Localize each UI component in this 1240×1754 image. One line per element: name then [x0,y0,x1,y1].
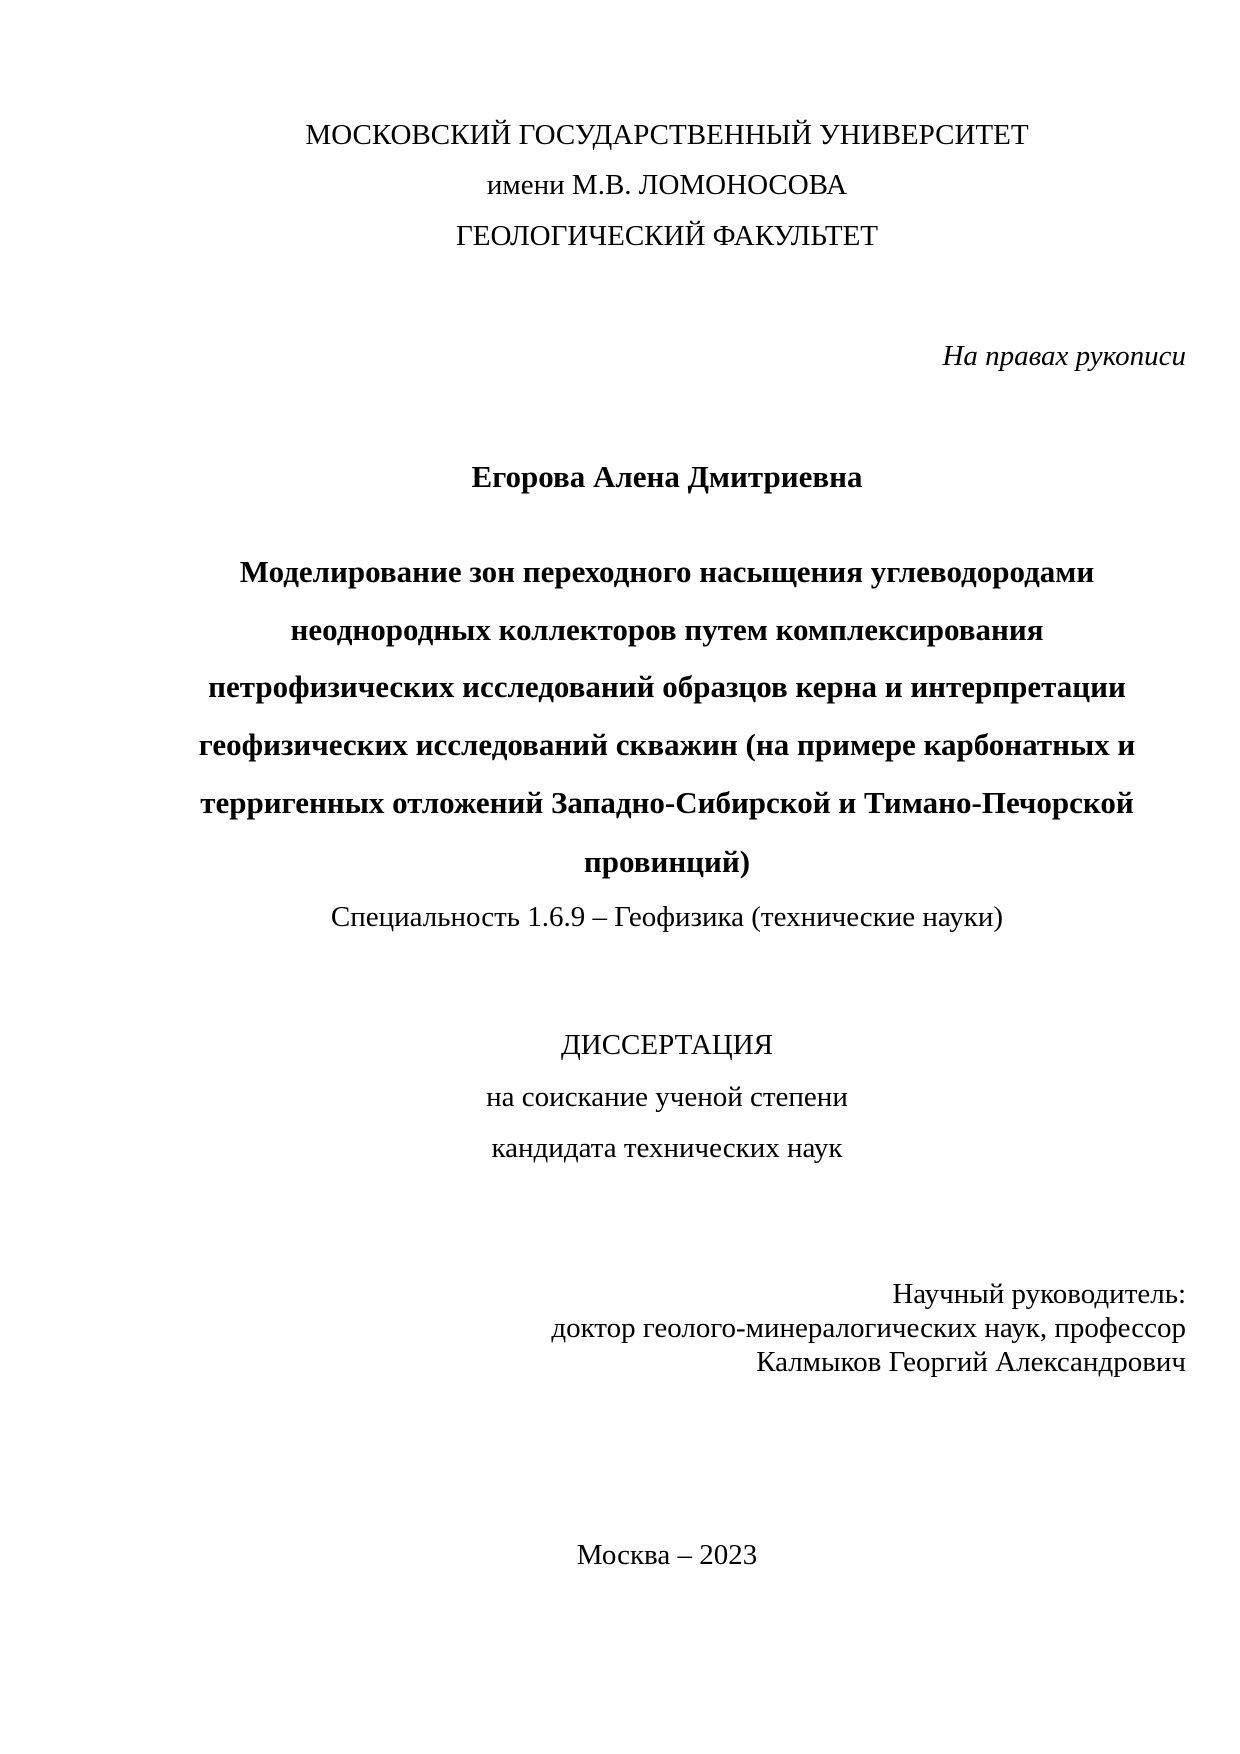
title-line: геофизических исследований скважин (на примере карбонатных и [198,727,1136,762]
supervisor-degree: доктор геолого-минералогических наук, профессор [551,1312,1186,1344]
university-named-after: имени М.В. ЛОМОНОСОВА [486,169,848,201]
manuscript-note: На правах рукописи [942,340,1186,372]
title-line: неоднородных коллекторов путем комплексирования [290,612,1044,647]
supervisor-label: Научный руководитель: [892,1278,1186,1310]
degree-line-1: на соискание ученой степени [486,1081,848,1113]
title-line: Моделирование зон переходного насыщения углеводородами [239,554,1095,589]
supervisor-name: Калмыков Георгий Александрович [756,1346,1186,1378]
university-name: МОСКОВСКИЙ ГОСУДАРСТВЕННЫЙ УНИВЕРСИТЕТ [305,119,1029,151]
city-year: Москва – 2023 [576,1539,758,1571]
specialty: Специальность 1.6.9 – Геофизика (технические науки) [330,901,1004,933]
faculty-name: ГЕОЛОГИЧЕСКИЙ ФАКУЛЬТЕТ [455,220,878,252]
dissertation-type: ДИССЕРТАЦИЯ [560,1029,774,1061]
degree-line-2: кандидата технических наук [491,1132,843,1164]
title-line: петрофизических исследований образцов керна и интерпретации [208,669,1126,704]
author-name: Егорова Алена Дмитриевна [471,459,863,494]
title-line: провинций) [583,844,751,879]
title-line: терригенных отложений Западно-Сибирской и Тимано-Печорской [200,785,1134,820]
